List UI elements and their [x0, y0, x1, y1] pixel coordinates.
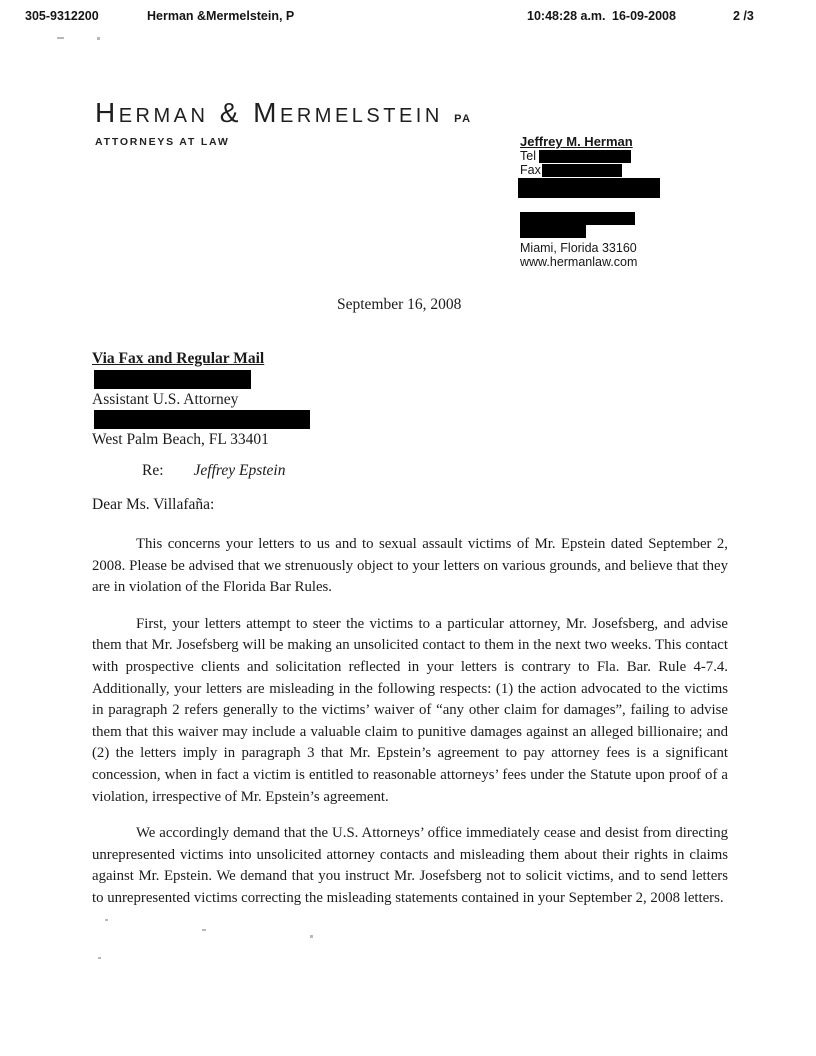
paragraph-3: We accordingly demand that the U.S. Attorneys’ office immediately cease and desist from directing unrepresented victims into unsolicited attorney contacts and misleading them about their rights in claims against Mr. Epstein. We demand that you instruct Mr. Josefsberg not to solicit victims, and to send letters to unrepresented victims correcting the misleading statements contained in your September 2, 2008 letters. [92, 825, 728, 906]
redaction-bar [518, 178, 660, 198]
letterhead [95, 99, 472, 148]
fax-date: 16-09-2008 [612, 9, 676, 23]
letter-date: September 16, 2008 [337, 296, 462, 313]
redaction-bar [520, 212, 635, 225]
recipient-title: Assistant U.S. Attorney [92, 391, 239, 408]
fax-page-count: 2 /3 [733, 9, 754, 23]
fax-timestamp: 10:48:28 a.m. [527, 9, 606, 23]
contact-block [520, 135, 660, 269]
redaction-bar [94, 370, 251, 389]
re-line [142, 462, 286, 480]
scan-artifact [98, 957, 101, 959]
firm-tagline: ATTORNEYS AT LAW [95, 136, 230, 148]
firm-name [95, 99, 472, 127]
scan-artifact [310, 935, 313, 938]
fax-label: Fax [520, 163, 541, 177]
scan-artifact [105, 919, 108, 921]
contact-city: Miami, Florida 33160 [520, 241, 637, 255]
redaction-bar [539, 150, 631, 163]
recipient-city: West Palm Beach, FL 33401 [92, 431, 269, 448]
firm-name-text: Herman & Mermelstein [95, 97, 443, 128]
paragraph-2: First, your letters attempt to steer the victims to a particular attorney, Mr. Josefsberg, and advise them that Mr. Josefsberg will be making an unsolicited contact to them in the next two weeks. This contact with prospective clients and solicitation reflected in your letters is contrary to Fla. Bar. Rule 4-7.4. Additionally, your letters are misleading in the following respects: (1) the action advocated to the victims in paragraph 2 refers generally to the victims’ waiver of “any other claim for damages”, failing to advise them that this waiver may include a valuable claim to punitive damages against an alleged billionaire; and (2) the letters imply in paragraph 3 that Mr. Epstein’s agreement to pay attorney fees is a significant concession, when in fact a victim is entitled to reasonable attorneys’ fees under the Statute upon proof of a violation, irrespective of Mr. Epstein’s agreement. [92, 615, 728, 805]
letter-body [92, 534, 728, 925]
scan-artifact [97, 37, 100, 40]
tel-label: Tel [520, 149, 536, 163]
paragraph-1: This concerns your letters to us and to sexual assault victims of Mr. Epstein dated September 2, 2008. Please be advised that we strenuously object to your letters on various grounds, and believe that they are in violation of the Florida Bar Rules. [92, 536, 728, 596]
redaction-bar [520, 225, 586, 238]
fax-line [520, 163, 660, 177]
scan-artifact [202, 929, 206, 931]
redaction-bar [542, 164, 622, 177]
attorney-name: Jeffrey M. Herman [520, 134, 633, 149]
delivery-method: Via Fax and Regular Mail [92, 350, 265, 367]
recipient-block [92, 350, 310, 449]
firm-website: www.hermanlaw.com [520, 255, 638, 269]
re-label: Re: [142, 462, 164, 479]
firm-suffix: pa [454, 109, 472, 126]
re-subject: Jeffrey Epstein [193, 462, 286, 479]
scan-artifact [57, 37, 64, 39]
fax-transmission-header [0, 9, 816, 29]
fax-number: 305-9312200 [25, 9, 99, 23]
tel-line [520, 149, 660, 163]
redaction-bar [94, 410, 310, 429]
salutation: Dear Ms. Villafaña: [92, 496, 215, 513]
fax-sender-id: Herman &Mermelstein, P [147, 9, 295, 23]
